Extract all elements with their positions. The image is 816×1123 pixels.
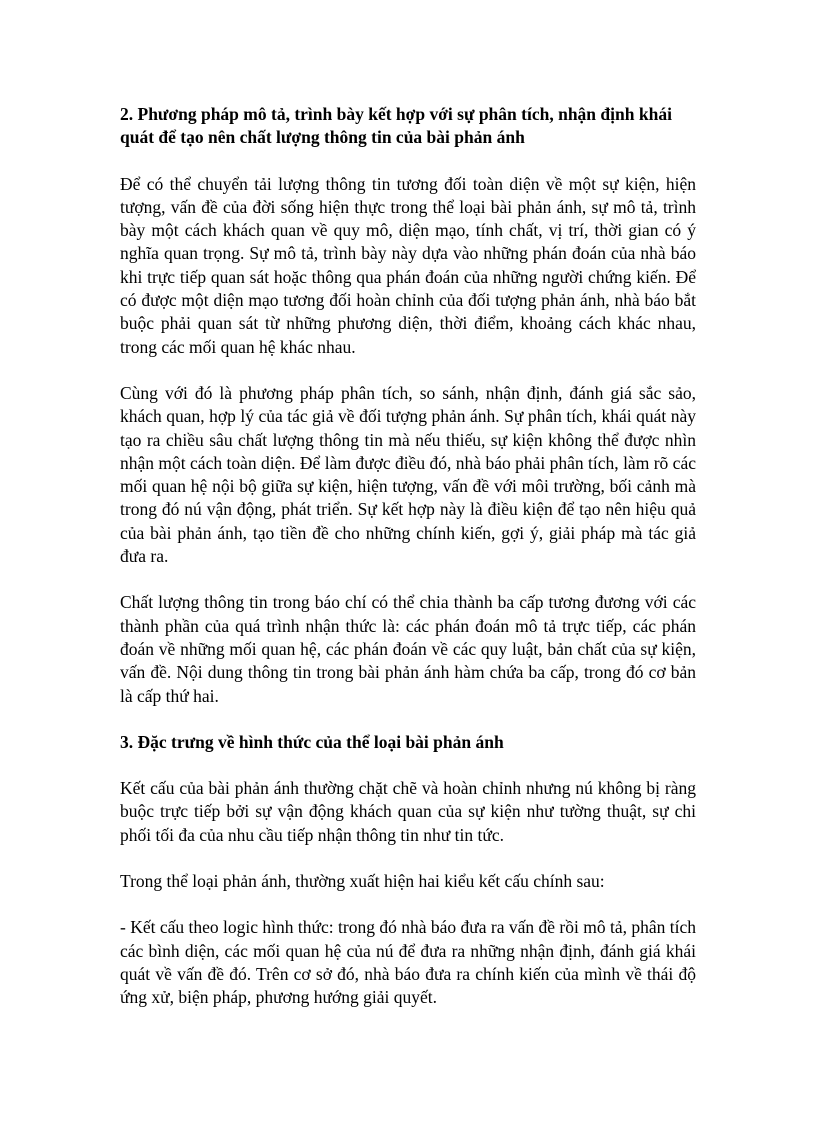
section-3-paragraph: Kết cấu của bài phản ánh thường chặt chẽ và hoàn chỉnh nhưng nú không bị ràng buộc trực tiếp bởi sự vận động khách quan của sự kiện như tường thuật, sự chi phối tối đa của nhu cầu tiếp nhận thông tin như tin tức. — [120, 778, 696, 845]
section-2-heading: 2. Phương pháp mô tả, trình bày kết hợp với sự phân tích, nhận định khái quát để tạo nên chất lượng thông tin của bài phản ánh — [120, 104, 672, 148]
document-page — [120, 103, 696, 1033]
section-2-paragraph: Để có thể chuyển tải lượng thông tin tương đối toàn diện về một sự kiện, hiện tượng, vấn đề của đời sống hiện thực trong thể loại bài phản ánh, sự mô tả, trình bày một cách khách quan về quy mô, diện mạo, tính chất, vị trí, thời gian có ý nghĩa quan trọng. Sự mô tả, trình bày này dựa vào những phán đoán của nhà báo khi trực tiếp quan sát hoặc thông qua phán đoán của những người chứng kiến. Để có được một diện mạo tương đối hoàn chỉnh của đối tượng phản ánh, nhà báo bắt buộc phải quan sát từ những phương diện, thời điểm, khoảng cách khác nhau, trong các mối quan hệ khác nhau. — [120, 173, 696, 357]
section-3-paragraph: Trong thể loại phản ánh, thường xuất hiện hai kiểu kết cấu chính sau: — [120, 871, 605, 892]
section-3-heading: 3. Đặc trưng về hình thức của thể loại bài phản ánh — [120, 731, 504, 752]
section-2-paragraph: Cùng với đó là phương pháp phân tích, so sánh, nhận định, đánh giá sắc sảo, khách quan, hợp lý của tác giả về đối tượng phản ánh. Sự phân tích, khái quát này tạo ra chiều sâu chất lượng thông tin mà nếu thiếu, sự kiện không thể được nhìn nhận một cách toàn diện. Để làm được điều đó, nhà báo phải phân tích, làm rõ các mối quan hệ nội bộ giữa sự kiện, hiện tượng, vấn đề với môi trường, bối cảnh mà trong đó nú vận động, phát triển. Sự kết hợp này là điều kiện để tạo nên hiệu quả của bài phản ánh, tạo tiền đề cho những chính kiến, gợi ý, giải pháp mà tác giả đưa ra. — [120, 382, 696, 567]
section-2-paragraph: Chất lượng thông tin trong báo chí có thể chia thành ba cấp tương đương với các thành phần của quá trình nhận thức là: các phán đoán mô tả trực tiếp, các phán đoán về những mối quan hệ, các phán đoán về các quy luật, bản chất của sự kiện, vấn đề. Nội dung thông tin trong bài phản ánh hàm chứa ba cấp, trong đó cơ bản là cấp thứ hai. — [120, 592, 696, 706]
section-3-list-item: - Kết cấu theo logic hình thức: trong đó nhà báo đưa ra vấn đề rồi mô tả, phân tích các bình diện, các mối quan hệ của nú để đưa ra những nhận định, đánh giá khái quát về vấn đề đó. Trên cơ sở đó, nhà báo đưa ra chính kiến của mình về thái độ ứng xử, biện pháp, phương hướng giải quyết. — [120, 917, 696, 1008]
